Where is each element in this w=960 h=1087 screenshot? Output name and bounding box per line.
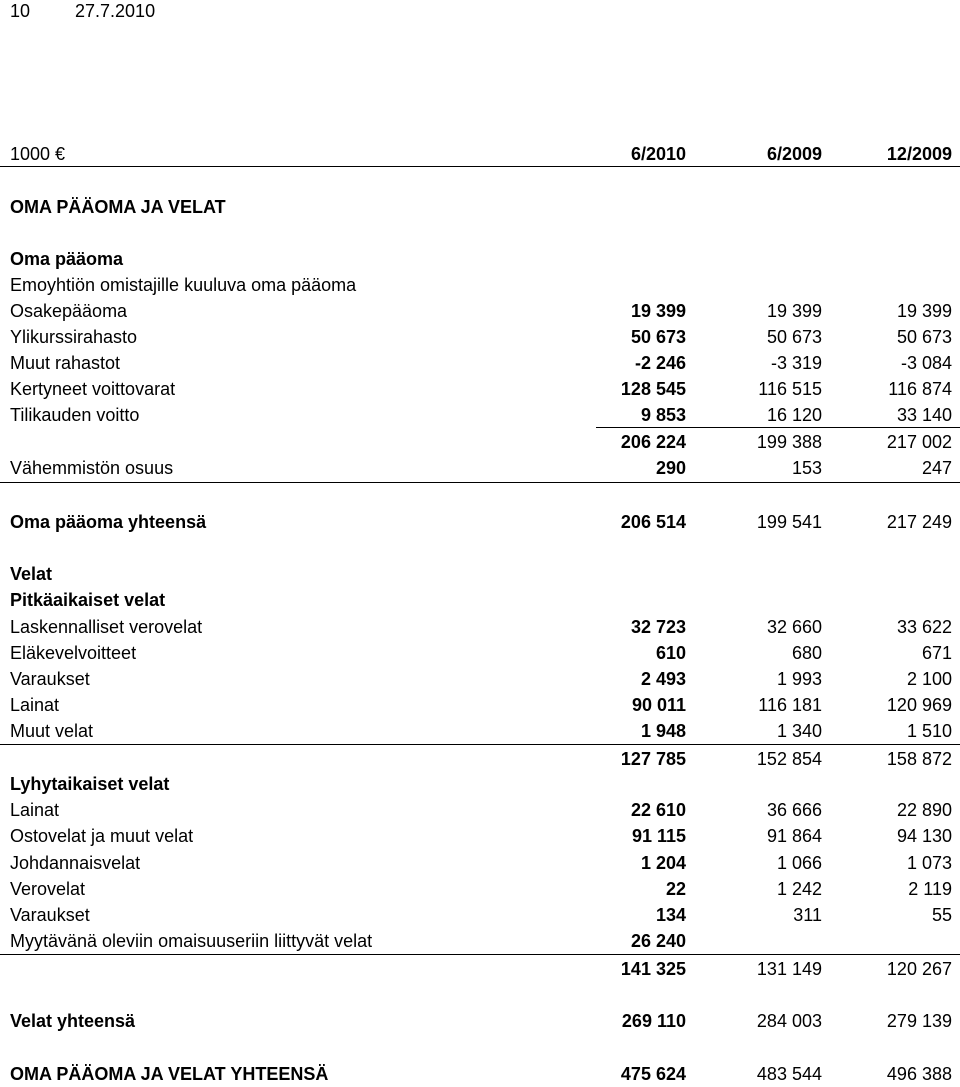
value-6-2009: 311: [793, 905, 822, 925]
row-label: Lainat: [10, 800, 60, 820]
value-12-2009: 50 673: [896, 327, 952, 347]
row-label: Tilikauden voitto: [10, 405, 140, 425]
subtotal-row: [0, 746, 960, 772]
section-title-row: [0, 194, 960, 220]
heading-velat: Velat: [10, 564, 53, 584]
row-label: Kertyneet voittovarat: [10, 379, 176, 399]
subheading-emoyhtio: Emoyhtiön omistajille kuuluva oma pääoma: [10, 275, 357, 295]
heading-lyhytaikaiset: Lyhytaikaiset velat: [10, 774, 170, 794]
value-12-2009: 1 073: [906, 853, 952, 873]
value-12-2009: 217 249: [886, 512, 952, 532]
row-label: Velat yhteensä: [10, 1011, 136, 1031]
value-6-2009: 1 340: [776, 721, 822, 741]
heading-row: [0, 587, 960, 613]
row-label: Lainat: [10, 695, 60, 715]
value-12-2009: 158 872: [886, 749, 952, 769]
table-row: [0, 876, 960, 902]
row-label: Eläkevelvoitteet: [10, 643, 137, 663]
table-row: [0, 402, 960, 428]
value-6-2009: 32 660: [766, 617, 822, 637]
value-6-2010: 1 948: [640, 721, 686, 741]
value-6-2009: 19 399: [766, 301, 822, 321]
subtotal-rule: [0, 744, 960, 745]
value-12-2009: 671: [921, 643, 952, 663]
value-6-2009: 680: [791, 643, 822, 663]
table-row: [0, 692, 960, 718]
value-6-2009: 1 242: [776, 879, 822, 899]
value-6-2009: 483 544: [756, 1064, 822, 1084]
value-6-2010: 127 785: [620, 749, 686, 769]
value-6-2009: 1 993: [776, 669, 822, 689]
value-6-2010: 90 011: [631, 695, 686, 715]
total-row: [0, 1008, 960, 1034]
heading-pitkaaikaiset: Pitkäaikaiset velat: [10, 590, 166, 610]
value-12-2009: 33 622: [896, 617, 952, 637]
table-row: [0, 902, 960, 928]
value-6-2010: 22: [665, 879, 686, 899]
value-6-2010: 1 204: [640, 853, 686, 873]
value-12-2009: 279 139: [886, 1011, 952, 1031]
value-12-2009: 22 890: [896, 800, 952, 820]
total-row: [0, 509, 960, 535]
value-6-2009: -3 319: [770, 353, 822, 373]
value-6-2010: 91 115: [631, 826, 686, 846]
value-12-2009: 116 874: [888, 379, 952, 399]
subtotal-rule: [596, 427, 960, 428]
value-6-2010: 2 493: [640, 669, 686, 689]
row-label: Muut velat: [10, 721, 94, 741]
section-rule: [0, 482, 960, 483]
value-6-2010: 290: [655, 458, 686, 478]
value-12-2009: 2 119: [908, 879, 952, 899]
value-6-2009: 1 066: [776, 853, 822, 873]
value-6-2009: 152 854: [756, 749, 822, 769]
table-row: [0, 455, 960, 481]
row-label: Vähemmistön osuus: [10, 458, 174, 478]
row-label: Osakepääoma: [10, 301, 128, 321]
value-6-2009: 50 673: [766, 327, 822, 347]
value-12-2009: 120 267: [886, 959, 952, 979]
value-12-2009: 94 130: [896, 826, 952, 846]
value-6-2010: 50 673: [630, 327, 686, 347]
table-row: [0, 666, 960, 692]
value-6-2010: 134: [655, 905, 686, 925]
section-title: OMA PÄÄOMA JA VELAT: [10, 197, 226, 217]
table-row: [0, 797, 960, 823]
row-label: Ostovelat ja muut velat: [10, 826, 194, 846]
grand-total-row: [0, 1061, 960, 1087]
value-12-2009: 2 100: [906, 669, 952, 689]
table-row: [0, 350, 960, 376]
value-12-2009: 55: [931, 905, 952, 925]
value-6-2009: 36 666: [766, 800, 822, 820]
value-12-2009: 1 510: [906, 721, 952, 741]
value-6-2009: 91 864: [766, 826, 822, 846]
heading-row: [0, 561, 960, 587]
value-6-2010: -2 246: [634, 353, 686, 373]
value-6-2009: 153: [791, 458, 822, 478]
row-label: Varaukset: [10, 905, 90, 925]
value-12-2009: 496 388: [886, 1064, 952, 1084]
value-12-2009: 33 140: [896, 405, 952, 425]
unit-label: 1000 €: [10, 144, 66, 164]
page-date: 27.7.2010: [75, 1, 156, 21]
value-6-2010: 128 545: [620, 379, 686, 399]
row-label: Laskennalliset verovelat: [10, 617, 203, 637]
value-6-2010: 610: [655, 643, 686, 663]
table-row: [0, 376, 960, 402]
row-label: Myytävänä oleviin omaisuuseriin liittyvät velat: [10, 931, 373, 951]
value-12-2009: 247: [921, 458, 952, 478]
table-row: [0, 640, 960, 666]
value-6-2010: 206 514: [620, 512, 686, 532]
column-header-6-2009: 6/2009: [766, 144, 822, 164]
value-6-2009: 131 149: [756, 959, 822, 979]
value-6-2010: 269 110: [621, 1011, 686, 1031]
column-header-6-2010: 6/2010: [630, 144, 686, 164]
subtotal-row: [0, 956, 960, 982]
row-label: Johdannaisvelat: [10, 853, 141, 873]
column-header-row: [0, 141, 960, 167]
page-number: 10: [10, 1, 31, 21]
row-label: Verovelat: [10, 879, 86, 899]
value-6-2010: 19 399: [630, 301, 686, 321]
value-6-2009: 199 388: [756, 432, 822, 452]
heading-oma-paaoma: Oma pääoma: [10, 249, 124, 269]
subheading-row: [0, 272, 960, 298]
value-6-2010: 26 240: [630, 931, 686, 951]
row-label: Ylikurssirahasto: [10, 327, 138, 347]
column-header-12-2009: 12/2009: [886, 144, 952, 164]
value-6-2009: 116 181: [758, 695, 822, 715]
subtotal-row: [0, 429, 960, 455]
row-label: Varaukset: [10, 669, 90, 689]
value-6-2010: 32 723: [630, 617, 686, 637]
value-6-2010: 475 624: [620, 1064, 686, 1084]
heading-row: [0, 246, 960, 272]
subtotal-rule: [0, 954, 960, 955]
row-label: OMA PÄÄOMA JA VELAT YHTEENSÄ: [10, 1064, 329, 1084]
table-row: [0, 718, 960, 744]
table-row: [0, 614, 960, 640]
table-row: [0, 298, 960, 324]
value-6-2009: 284 003: [756, 1011, 822, 1031]
value-12-2009: 120 969: [886, 695, 952, 715]
table-row: [0, 928, 960, 954]
value-6-2010: 206 224: [620, 432, 686, 452]
table-row: [0, 823, 960, 849]
value-6-2009: 199 541: [756, 512, 822, 532]
value-6-2010: 141 325: [620, 959, 686, 979]
value-6-2010: 9 853: [640, 405, 686, 425]
value-6-2010: 22 610: [630, 800, 686, 820]
row-label: Muut rahastot: [10, 353, 121, 373]
table-row: [0, 850, 960, 876]
value-12-2009: 19 399: [896, 301, 952, 321]
value-12-2009: 217 002: [886, 432, 952, 452]
value-6-2009: 16 120: [766, 405, 822, 425]
heading-row: [0, 771, 960, 797]
table-row: [0, 324, 960, 350]
header-rule: [0, 166, 960, 167]
value-6-2009: 116 515: [758, 379, 822, 399]
row-label: Oma pääoma yhteensä: [10, 512, 207, 532]
value-12-2009: -3 084: [900, 353, 952, 373]
